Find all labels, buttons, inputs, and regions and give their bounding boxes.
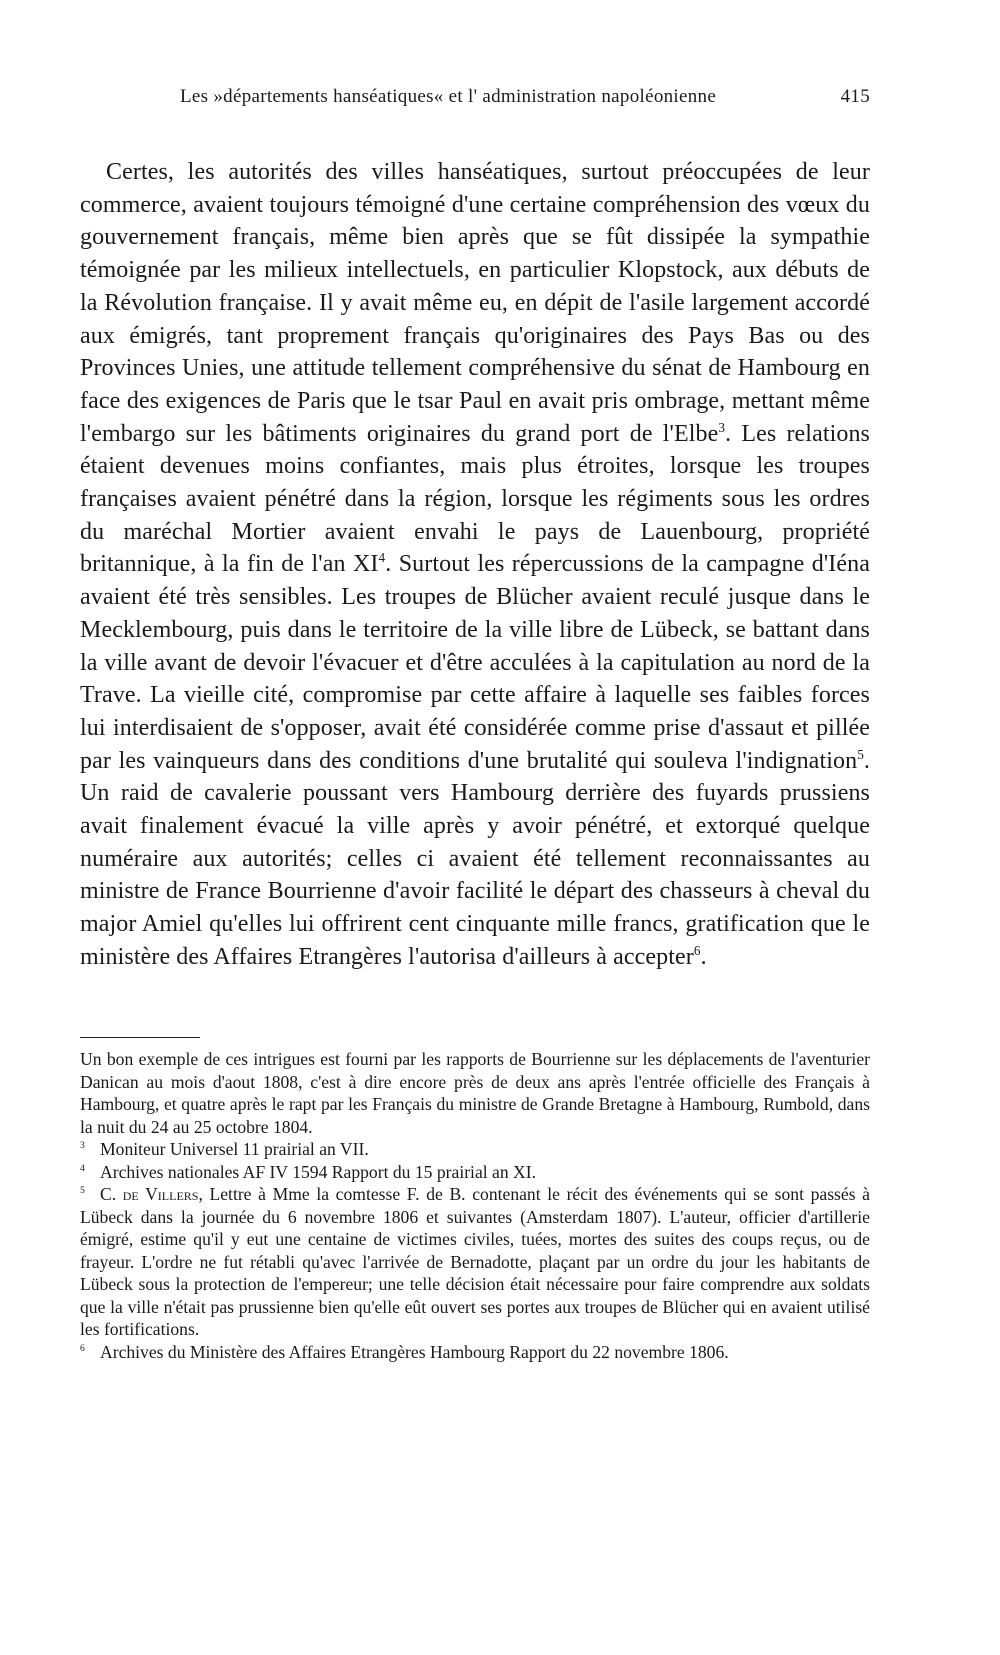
body-text-part-2: . Les relations étaient devenues moins confiantes, mais plus étroites, lorsque les troupes françaises avaient pénétré dans la région, lorsque les régiments sous les ordres du maréchal Mortier avaient envahi le pays de Lauenbourg, propriété britannique, à la fin de l'an XI bbox=[80, 420, 871, 578]
footnotes bbox=[80, 1048, 870, 1363]
footnote-3: $^3$ Moniteur Universel 11 prairial an VII. bbox=[80, 1139, 369, 1159]
page-number: 415 bbox=[840, 86, 870, 107]
footnote-divider bbox=[80, 1037, 200, 1038]
footnote-ref-3[interactable]: 3 bbox=[718, 419, 726, 435]
body-text-part-1: Certes, les autorités des villes hanséatiques, surtout préoccupées de leur commerce, avaient toujours témoigné d'une certaine compréhension des vœux du gouvernement français, même bien après que se fût dissipée la sympathie témoignée par les milieux intellectuels, en particulier Klopstock, aux débuts de la Révolution française. Il y avait même eu, en dépit de l'asile largement accordé aux émigrés, tant proprement français qu'originaires des Pays Bas ou des Provinces Unies, une attitude tellement compréhensive du sénat de Hambourg en face des exigences de Paris que le tsar Paul en avait pris ombrage, mettant même l'embargo sur les bâtiments originaires du grand port de l'Elbe bbox=[80, 159, 870, 447]
footnote-ref-6[interactable]: 6 bbox=[693, 942, 701, 958]
body-text-part-3: . Surtout les répercussions de la campagne d'Iéna avaient été très sensibles. Les troupes de Blücher avaient reculé jusque dans le Mecklembourg, puis dans le territoire de la ville libre de Lübeck, se battant dans la ville avant de devoir l'évacuer et d'être acculées à la capitulation au nord de la Trave. La vieille cité, compromise par cette affaire à laquelle ses faibles forces lui interdisaient de s'opposer, avait été considérée comme prise d'assaut et pillée par les vainqueurs dans des conditions d'une brutalité qui souleva l'indignation bbox=[80, 551, 870, 774]
body-text-part-4: . Un raid de cavalerie poussant vers Hambourg derrière des fuyards prussiens avait finalement évacué la ville après y avoir pénétré, et extorqué quelque numéraire aux autorités; celles ci avaient été tellement reconnaissantes au ministre de France Bourrienne d'avoir facilité le départ des chasseurs à cheval du major Amiel qu'elles lui offrirent cent cinquante mille francs, gratification que le ministère des Affaires Etrangères l'autorisa d'ailleurs à accepter bbox=[80, 747, 870, 970]
footnote-ref-4[interactable]: 4 bbox=[378, 550, 386, 566]
footnote-text: Archives nationales AF IV 1594 Rapport du 15 prairial an XI. bbox=[100, 1161, 537, 1182]
footnote-ref-5[interactable]: 5 bbox=[857, 746, 864, 762]
footnote-text: Moniteur Universel 11 prairial an VII. bbox=[100, 1139, 369, 1159]
running-head-title: Les »départements hanséatiques« et l' administration napoléonienne bbox=[180, 86, 717, 107]
footnote-5: $^5$ C. de Villers, Lettre à Mme la comtesse F. de B. contenant le récit des événements qui se sont passés à Lübeck dans la journée du 6 novembre 1806 et suivantes (Amsterdam 1807). L'auteur, officier d'artillerie émigré, estime qu'il y eut une centaine de victimes civiles, tuées, mortes des suites des coups reçus, ou de frayeur. L'ordre ne fut rétabli qu'avec l'arrivée de Bernadotte, plaçant par un ordre du jour les habitants de Lübeck sous la protection de l'empereur; une telle décision était nécessaire pour faire comprendre aux soldats que la ville n'était pas prussienne bien qu'elle eût ouvert ses portes aux troupes de Blücher qui en avaient utilisé les fortifications. bbox=[80, 1184, 870, 1339]
running-head bbox=[180, 86, 870, 108]
footnote-text: Lettre à Mme la comtesse F. de B. contenant le récit des événements qui se sont passés à Lübeck dans la journée du 6 novembre 1806 et suivantes (Amsterdam 1807). L'auteur, officier d'artillerie émigré, estime qu'il y eut une centaine de victimes civiles, tuées, mortes des suites des coups reçus, ou de frayeur. L'ordre ne fut rétabli qu'avec l'arrivée de Bernadotte, plaçant par un ordre du jour les habitants de Lübeck sous la protection de l'empereur; une telle décision était nécessaire pour faire comprendre aux soldats que la ville n'était pas prussienne bien qu'elle eût ouvert ses portes aux troupes de Blücher qui en avaient utilisé les fortifications. bbox=[80, 1184, 870, 1339]
footnote-text: Archives du Ministère des Affaires Etrangères Hambourg Rapport du 22 novembre 1806. bbox=[100, 1341, 729, 1362]
footnote-author: C. de Villers, bbox=[100, 1184, 203, 1204]
footnote-continuation: Un bon exemple de ces intrigues est fourni par les rapports de Bourrienne sur les déplacements de l'aventurier Danican au mois d'aout 1808, c'est à dire encore près de deux ans après l'entrée officielle des Français à Hambourg, et quatre après le rapt par les Français du ministre de Grande Bretagne à Hambourg, Rumbold, dans la nuit du 24 au 25 octobre 1804. bbox=[80, 1049, 870, 1137]
body-text-part-5: . bbox=[700, 943, 707, 970]
body-paragraph bbox=[80, 156, 870, 974]
footnote-6: $^6$ Archives du Ministère des Affaires Etrangères Hambourg Rapport du 22 novembre 1806. bbox=[80, 1341, 729, 1362]
footnote-4: $^4$ Archives nationales AF IV 1594 Rapport du 15 prairial an XI. bbox=[80, 1161, 537, 1182]
